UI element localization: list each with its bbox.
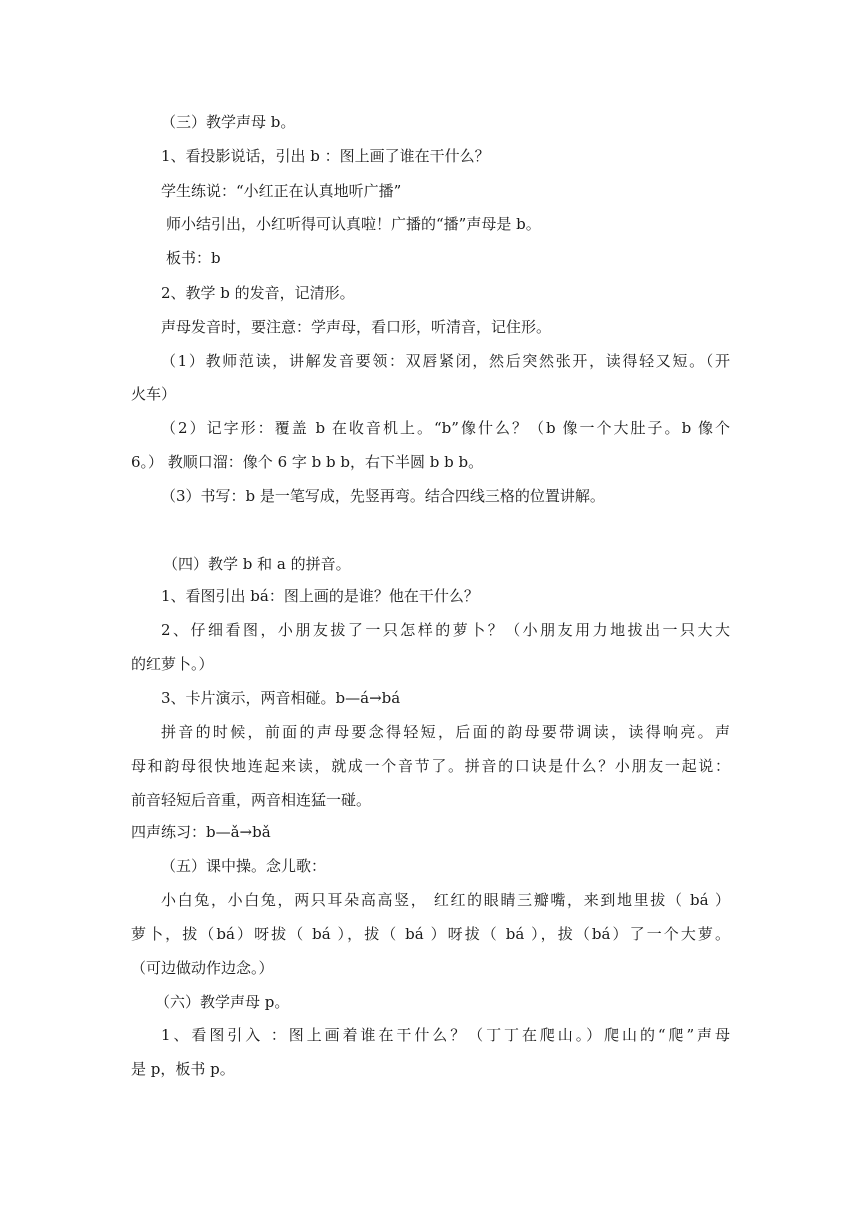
paragraph: 2、教学 b 的发音，记清形。 <box>161 284 355 302</box>
paragraph: 拼音的时候，前面的声母要念得轻短，后面的韵母要带调读，读得响亮。声 <box>161 723 730 741</box>
paragraph: 声母发音时，要注意：学声母，看口形，听清音，记住形。 <box>161 318 552 336</box>
paragraph: （1）教师范读，讲解发音要领：双唇紧闭，然后突然张开，读得轻又短。（开 <box>161 352 730 370</box>
section-three-heading: （三）教学声母 b。 <box>161 113 296 131</box>
paragraph-continuation: 母和韵母很快地连起来读，就成一个音节了。拼音的口诀是什么？小朋友一起说： <box>131 757 730 775</box>
paragraph: 小白兔，小白兔，两只耳朵高高竖， 红红的眼睛三瓣嘴，来到地里拔（ bá ） <box>161 891 730 909</box>
paragraph: 2、仔细看图，小朋友拔了一只怎样的萝卜？（小朋友用力地拔出一只大大 <box>161 621 730 639</box>
paragraph: （3）书写：b 是一笔写成，先竖再弯。结合四线三格的位置讲解。 <box>161 487 605 505</box>
paragraph: 1、看投影说话，引出 b ：图上画了谁在干什么？ <box>161 147 490 165</box>
paragraph-continuation: 萝卜，拔（bá）呀拔（ bá ），拔（ bá ）呀拔（ bá ），拔（bá）了一个大萝。 <box>131 925 730 943</box>
paragraph-continuation: 前音轻短后音重，两音相连猛一碰。 <box>131 791 372 809</box>
paragraph-continuation: 是 p，板书 p。 <box>131 1060 235 1078</box>
paragraph-continuation: 火车） <box>131 385 177 403</box>
paragraph-continuation: 的红萝卜。） <box>131 655 214 673</box>
section-four-heading: （四）教学 b 和 a 的拼音。 <box>163 555 351 573</box>
paragraph: （2）记字形：覆盖 b 在收音机上。“b”像什么？（b 像一个大肚子。b 像个 <box>161 419 730 437</box>
paragraph: 师小结引出，小红听得可认真啦！广播的“播”声母是 b。 <box>166 215 541 233</box>
paragraph: 四声练习：b—ǎ→bǎ <box>131 823 271 841</box>
paragraph: 3、卡片演示，两音相碰。b—á→bá <box>161 689 401 707</box>
paragraph: 板书：b <box>166 249 221 267</box>
paragraph: 学生练说：“小红正在认真地听广播” <box>161 182 402 200</box>
paragraph: 1、看图引入 ：图上画着谁在干什么？（丁丁在爬山。）爬山的“爬”声母 <box>161 1026 730 1044</box>
paragraph-continuation: （可边做动作边念。） <box>131 959 274 977</box>
paragraph: 1、看图引出 bá：图上画的是谁？他在干什么？ <box>161 587 479 605</box>
paragraph-continuation: 6。） 教顺口溜：像个 6 字 b b b，右下半圆 b b b。 <box>131 453 484 471</box>
section-five-heading: （五）课中操。念儿歌： <box>161 857 327 875</box>
section-six-heading: （六）教学声母 p。 <box>155 993 290 1011</box>
